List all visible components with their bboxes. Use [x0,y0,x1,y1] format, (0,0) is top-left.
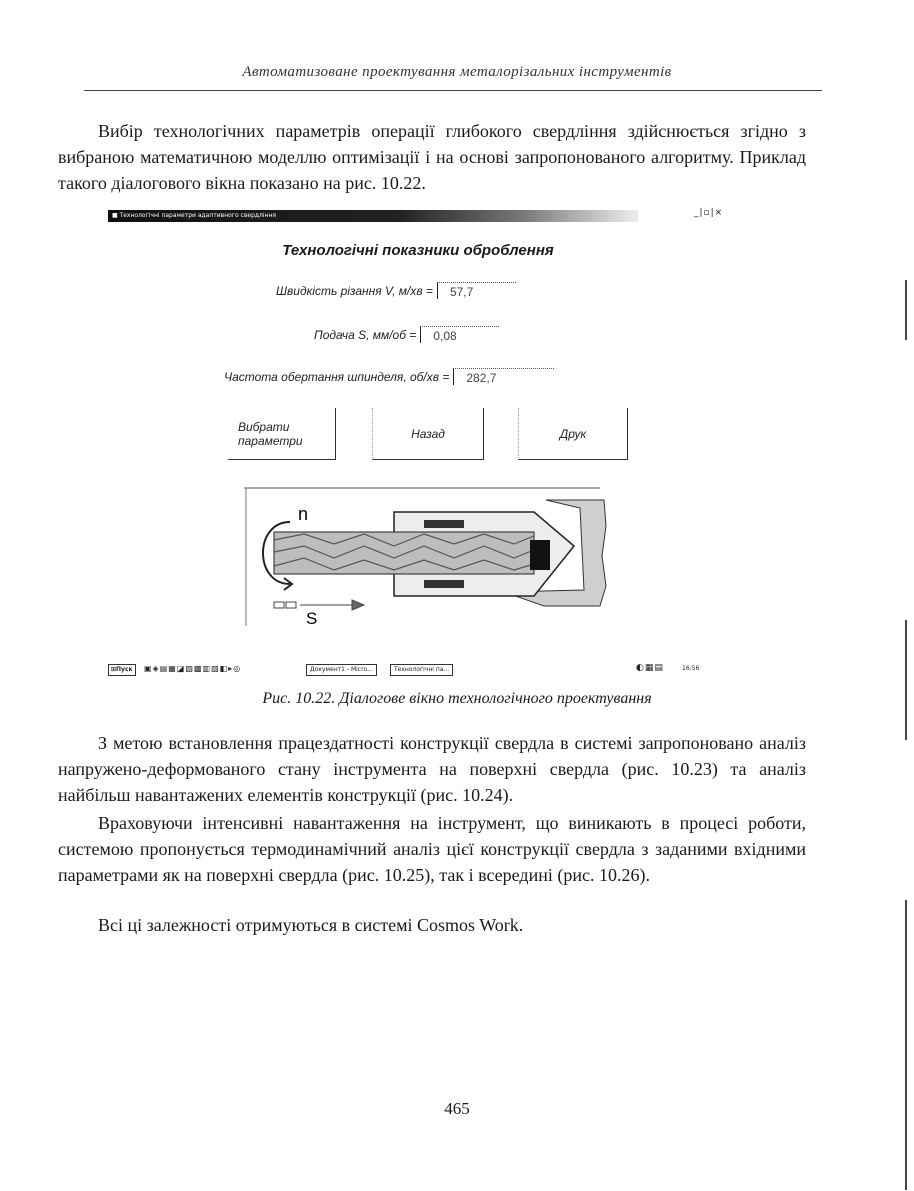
windows-logo-icon: ⊞ [111,666,117,673]
paragraph-1 [58,118,806,196]
rpm-input[interactable]: 282,7 [453,368,554,385]
rotation-label: n [298,504,309,524]
dialog-screenshot [108,208,728,678]
start-button[interactable] [108,664,136,676]
scan-edge-mark-3 [905,900,907,1190]
coolant-channel-bottom [424,580,464,588]
print-button[interactable]: Друк [518,408,628,460]
drill-shank [274,532,534,574]
coolant-channel-top [424,520,464,528]
start-label: Пуск [116,666,133,673]
window-titlebar[interactable] [108,210,638,222]
feed-marker-1 [274,602,284,608]
paragraph-3-text: Враховуючи інтенсивні навантаження на інструмент, що виникають в процесі роботи, системою пропонується термодинамічний аналіз цієї конструкції свердла з заданими вхідними параметрами як на поверхні свердла (рис. 10.25), так і всередині (рис. 10.26). [58,813,806,885]
paragraph-3 [58,810,806,888]
header-rule [84,90,822,91]
feed-label: Подача S, мм/об = [314,327,417,342]
taskbar-clock: 16:56 [682,665,700,672]
paragraph-4 [58,912,806,938]
paragraph-4-text: Всі ці залежності отримуються в системі Cosmos Work. [98,915,524,935]
select-parameters-button[interactable]: Вибрати параметри [228,408,336,460]
window-controls[interactable]: _|▫|× [694,208,724,218]
quick-launch-icons[interactable]: ▣◈▤▦◪▨▩▥▧◧▸◎ [144,664,242,673]
taskbar-task-document[interactable]: Документ1 - Micro... [306,664,377,676]
window-title: Технологічні параметри адаптивного свердління [119,212,276,219]
feed-label-s: S [306,609,318,626]
speed-label: Швидкість різання V, м/хв = [276,283,433,298]
app-icon: ■ [112,212,120,219]
feed-row [314,326,499,343]
speed-input[interactable]: 57,7 [437,282,516,299]
feed-marker-2 [286,602,296,608]
windows-taskbar [108,662,728,678]
paragraph-2 [58,730,806,808]
deep-drilling-figure [244,486,608,626]
figure-caption: Рис. 10.22. Діалогове вікно технологічного проектування [262,690,652,707]
back-button[interactable]: Назад [372,408,484,460]
cutting-head [530,540,550,570]
rpm-label: Частота обертання шпинделя, об/хв = [224,369,450,384]
speed-row [276,282,516,299]
page-number: 465 [444,1099,470,1118]
scan-edge-mark-2 [905,620,907,740]
scan-edge-mark-1 [905,280,907,340]
taskbar-task-dialog[interactable]: Технологічні па... [390,664,453,676]
paragraph-1-text: Вибір технологічних параметрів операції глибокого свердління здійснюється згідно з вибраною математичною моделлю оптимізації і на основі запропонованого алгоритму. Приклад такого діалогового вікна показано на рис. 10.22. [58,121,806,193]
feed-input[interactable]: 0,08 [420,326,499,343]
system-tray-icons[interactable]: ◐▦▤ [636,663,664,673]
running-header: Автоматизоване проектування металорізальних інструментів [242,64,672,80]
rpm-row [224,368,554,385]
paragraph-2-text: З метою встановлення працездатності конструкції свердла в системі запропоновано аналіз напружено-деформованого стану інструмента на поверхні свердла (рис. 10.23) та аналіз найбільш навантажених елементів конструкції (рис. 10.24). [58,733,806,805]
dialog-heading: Технологічні показники оброблення [282,242,554,259]
